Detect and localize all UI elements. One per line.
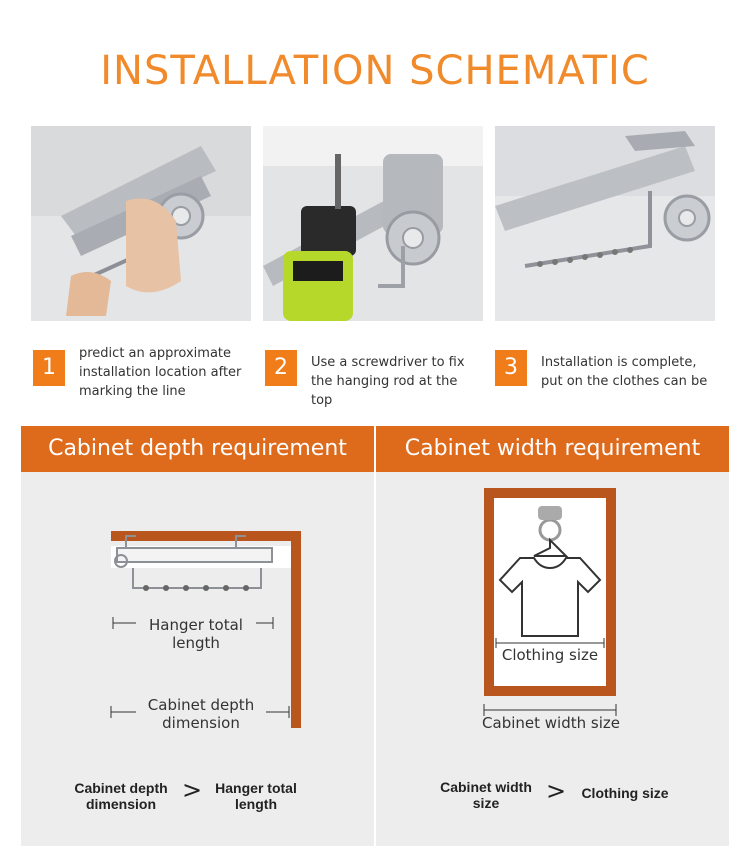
- step-number: 3: [495, 350, 527, 386]
- panel-body: [376, 478, 729, 846]
- cabinet-width-panel: [376, 426, 729, 846]
- step-description: Installation is complete, put on the clothes can be: [541, 355, 708, 389]
- greater-than-symbol: >: [546, 777, 567, 805]
- clothing-size-label: Clothing size: [501, 646, 599, 664]
- compare-left: Cabinet depth dimension: [74, 780, 168, 812]
- step-number: 2: [265, 350, 297, 386]
- greater-than-symbol: >: [182, 776, 203, 804]
- cabinet-depth-label: Cabinet depth dimension: [136, 696, 266, 732]
- cabinet-width-label: Cabinet width size: [482, 714, 620, 732]
- panel-header: Cabinet width requirement: [376, 426, 729, 472]
- cabinet-depth-panel: [21, 426, 374, 846]
- step-2-photo: [263, 126, 483, 321]
- rod-marking-illustration: [31, 126, 251, 321]
- hanger-length-label: Hanger total length: [136, 616, 256, 652]
- compare-left: Cabinet width size: [440, 779, 532, 811]
- step-description: Use a screwdriver to fix the hanging rod at the top: [311, 355, 465, 408]
- page-title: INSTALLATION SCHEMATIC: [100, 48, 650, 94]
- depth-diagram: [21, 478, 374, 728]
- step-description: predict an approximate installation location after marking the line: [79, 346, 242, 399]
- step-3-photo: [495, 126, 715, 321]
- step-number: 1: [33, 350, 65, 386]
- compare-right: Hanger total length: [215, 780, 297, 812]
- width-diagram: [376, 478, 729, 728]
- step-1-photo: [31, 126, 251, 321]
- panel-header: Cabinet depth requirement: [21, 426, 374, 472]
- compare-right: Clothing size: [581, 785, 669, 801]
- panel-body: [21, 478, 374, 846]
- installed-rod-illustration: [495, 126, 715, 321]
- drill-installation-illustration: [263, 126, 483, 321]
